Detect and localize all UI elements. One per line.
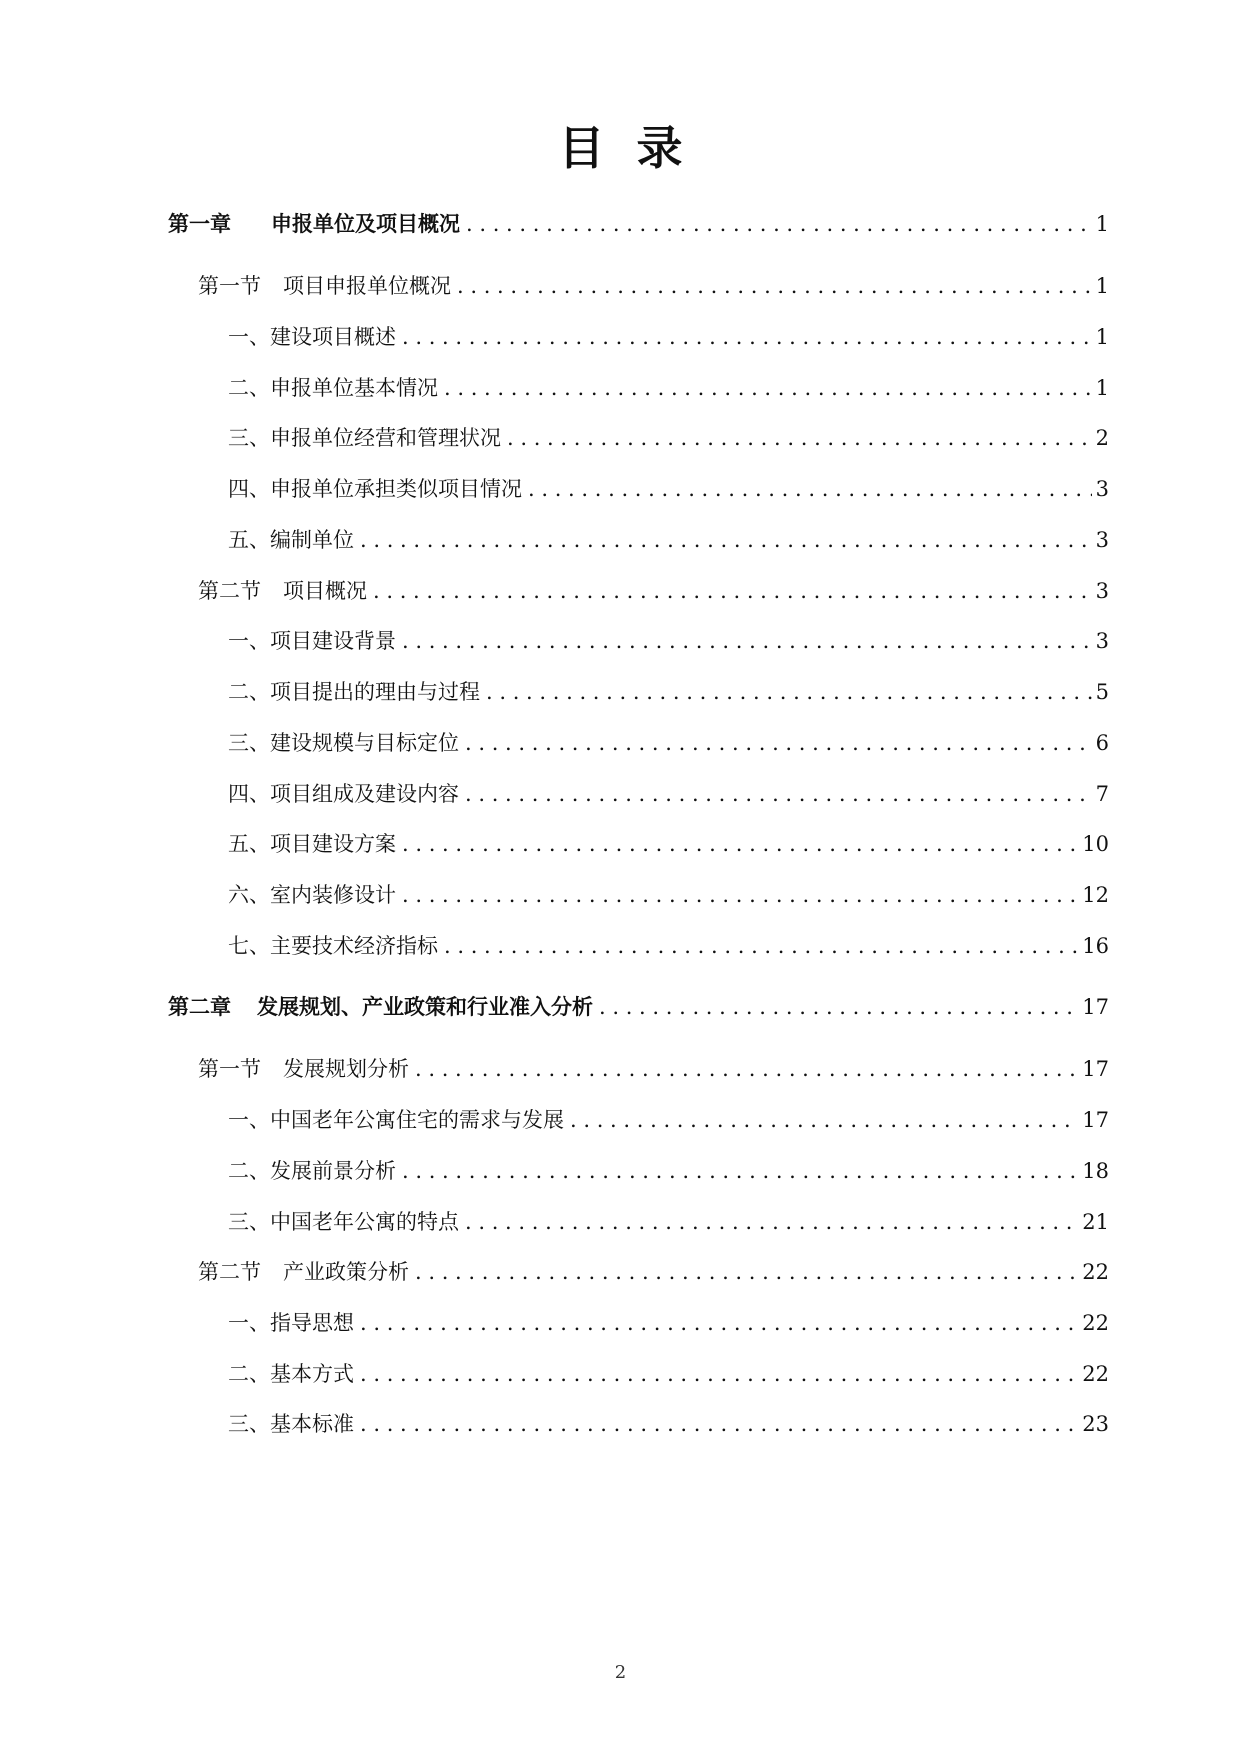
toc-entry-chapter[interactable] bbox=[168, 208, 1109, 240]
toc-entry-text: 六、室内装修设计 bbox=[228, 883, 396, 907]
toc-entry-text: 七、主要技术经济指标 bbox=[228, 934, 438, 958]
toc-entry-page: 1 bbox=[1095, 325, 1109, 349]
toc-leader-dots bbox=[360, 1307, 1078, 1339]
toc-leader-dots bbox=[402, 879, 1078, 911]
toc-entry-text: 二、申报单位基本情况 bbox=[228, 376, 438, 400]
toc-entry-text: 发展规划、产业政策和行业准入分析 bbox=[257, 994, 593, 1019]
toc-entry-prefix: 第二节 bbox=[198, 579, 261, 603]
toc-entry-page: 16 bbox=[1082, 934, 1109, 958]
toc-entry-section[interactable] bbox=[198, 575, 1109, 607]
toc-entry-item[interactable] bbox=[228, 372, 1109, 404]
toc-entry-page: 1 bbox=[1095, 376, 1109, 400]
toc-entry-text: 申报单位及项目概况 bbox=[271, 211, 460, 236]
toc-entry-text: 四、申报单位承担类似项目情况 bbox=[228, 477, 522, 501]
toc-leader-dots bbox=[457, 270, 1092, 302]
toc-entry-page: 21 bbox=[1082, 1210, 1109, 1234]
toc-entry-text: 三、申报单位经营和管理状况 bbox=[228, 426, 501, 450]
toc-entry-page: 23 bbox=[1082, 1412, 1109, 1436]
toc-entry-page: 12 bbox=[1082, 883, 1109, 907]
toc-entry-item[interactable] bbox=[228, 879, 1109, 911]
toc-entry-item[interactable] bbox=[228, 321, 1109, 353]
toc-entry-text: 产业政策分析 bbox=[283, 1260, 409, 1284]
toc-leader-dots bbox=[402, 321, 1092, 353]
toc-entry-item[interactable] bbox=[228, 778, 1109, 810]
toc-entry-item[interactable] bbox=[228, 1155, 1109, 1187]
toc-entry-page: 1 bbox=[1095, 274, 1109, 298]
toc-entry-text: 三、中国老年公寓的特点 bbox=[228, 1210, 459, 1234]
toc-entry-section[interactable] bbox=[198, 270, 1109, 302]
toc-entry-section[interactable] bbox=[198, 1053, 1109, 1085]
toc-entry-item[interactable] bbox=[228, 625, 1109, 657]
toc-entry-text: 三、建设规模与目标定位 bbox=[228, 731, 459, 755]
toc-leader-dots bbox=[444, 372, 1092, 404]
toc-entry-prefix: 第一章 bbox=[168, 211, 231, 236]
toc-entry-page: 10 bbox=[1082, 832, 1109, 856]
toc-leader-dots bbox=[402, 1155, 1078, 1187]
toc-entry-text: 项目申报单位概况 bbox=[283, 274, 451, 298]
toc-entry-text: 一、指导思想 bbox=[228, 1311, 354, 1335]
toc-leader-dots bbox=[415, 1053, 1078, 1085]
toc-entry-text: 发展规划分析 bbox=[283, 1057, 409, 1081]
toc-entry-page: 3 bbox=[1095, 528, 1109, 552]
toc-entry-text: 四、项目组成及建设内容 bbox=[228, 782, 459, 806]
toc-entry-page: 3 bbox=[1095, 477, 1109, 501]
toc-entry-page: 18 bbox=[1082, 1159, 1109, 1183]
toc-entry-text: 项目概况 bbox=[283, 579, 367, 603]
toc-entry-chapter[interactable] bbox=[168, 991, 1109, 1023]
toc-entry-page: 17 bbox=[1082, 995, 1109, 1019]
toc-entry-page: 17 bbox=[1082, 1108, 1109, 1132]
toc-leader-dots bbox=[402, 625, 1092, 657]
toc-entry-page: 22 bbox=[1082, 1260, 1109, 1284]
toc-entry-page: 7 bbox=[1095, 782, 1109, 806]
toc-leader-dots bbox=[373, 575, 1092, 607]
toc-entry-page: 5 bbox=[1095, 680, 1109, 704]
toc-entry-item[interactable] bbox=[228, 1358, 1109, 1390]
toc-leader-dots bbox=[465, 1206, 1078, 1238]
toc-entry-text: 五、编制单位 bbox=[228, 528, 354, 552]
toc-entry-page: 22 bbox=[1082, 1362, 1109, 1386]
toc-entry-page: 17 bbox=[1082, 1057, 1109, 1081]
toc-entry-item[interactable] bbox=[228, 1307, 1109, 1339]
toc-leader-dots bbox=[444, 930, 1078, 962]
toc-leader-dots bbox=[507, 422, 1092, 454]
toc-entry-text: 一、项目建设背景 bbox=[228, 629, 396, 653]
page-title: 目录 bbox=[558, 121, 715, 175]
toc-entry-item[interactable] bbox=[228, 930, 1109, 962]
toc-leader-dots bbox=[402, 828, 1078, 860]
toc-entry-prefix: 第一节 bbox=[198, 274, 261, 298]
toc-entry-text: 三、基本标准 bbox=[228, 1412, 354, 1436]
toc-leader-dots bbox=[360, 1358, 1078, 1390]
toc-entry-text: 一、中国老年公寓住宅的需求与发展 bbox=[228, 1108, 564, 1132]
toc-entry-item[interactable] bbox=[228, 524, 1109, 556]
toc-leader-dots bbox=[360, 524, 1092, 556]
toc-entry-prefix: 第二章 bbox=[168, 994, 231, 1019]
toc-entry-page: 3 bbox=[1095, 629, 1109, 653]
toc-leader-dots bbox=[528, 473, 1092, 505]
toc-leader-dots bbox=[486, 676, 1092, 708]
toc-entry-page: 6 bbox=[1095, 731, 1109, 755]
toc-entry-item[interactable] bbox=[228, 1206, 1109, 1238]
toc-leader-dots bbox=[465, 778, 1092, 810]
toc-entry-prefix: 第一节 bbox=[198, 1057, 261, 1081]
toc-entry-item[interactable] bbox=[228, 473, 1109, 505]
toc-leader-dots bbox=[466, 208, 1092, 240]
toc-entry-text: 一、建设项目概述 bbox=[228, 325, 396, 349]
toc-entry-page: 3 bbox=[1095, 579, 1109, 603]
toc-entry-item[interactable] bbox=[228, 422, 1109, 454]
toc-entry-section[interactable] bbox=[198, 1256, 1109, 1288]
toc-entry-item[interactable] bbox=[228, 1408, 1109, 1440]
toc-entry-prefix: 第二节 bbox=[198, 1260, 261, 1284]
toc-entry-page: 22 bbox=[1082, 1311, 1109, 1335]
toc-leader-dots bbox=[360, 1408, 1078, 1440]
toc-leader-dots bbox=[599, 991, 1078, 1023]
toc-entry-item[interactable] bbox=[228, 727, 1109, 759]
toc-entry-page: 2 bbox=[1095, 426, 1109, 450]
toc-entry-item[interactable] bbox=[228, 1104, 1109, 1136]
toc-entry-page: 1 bbox=[1095, 212, 1109, 236]
toc-entry-item[interactable] bbox=[228, 828, 1109, 860]
toc-entry-item[interactable] bbox=[228, 676, 1109, 708]
toc-entry-text: 二、发展前景分析 bbox=[228, 1159, 396, 1183]
page-number: 2 bbox=[614, 1662, 627, 1683]
toc-leader-dots bbox=[415, 1256, 1078, 1288]
toc-leader-dots bbox=[465, 727, 1092, 759]
toc-entry-text: 五、项目建设方案 bbox=[228, 832, 396, 856]
toc-entry-text: 二、基本方式 bbox=[228, 1362, 354, 1386]
toc-entry-text: 二、项目提出的理由与过程 bbox=[228, 680, 480, 704]
toc-leader-dots bbox=[570, 1104, 1078, 1136]
